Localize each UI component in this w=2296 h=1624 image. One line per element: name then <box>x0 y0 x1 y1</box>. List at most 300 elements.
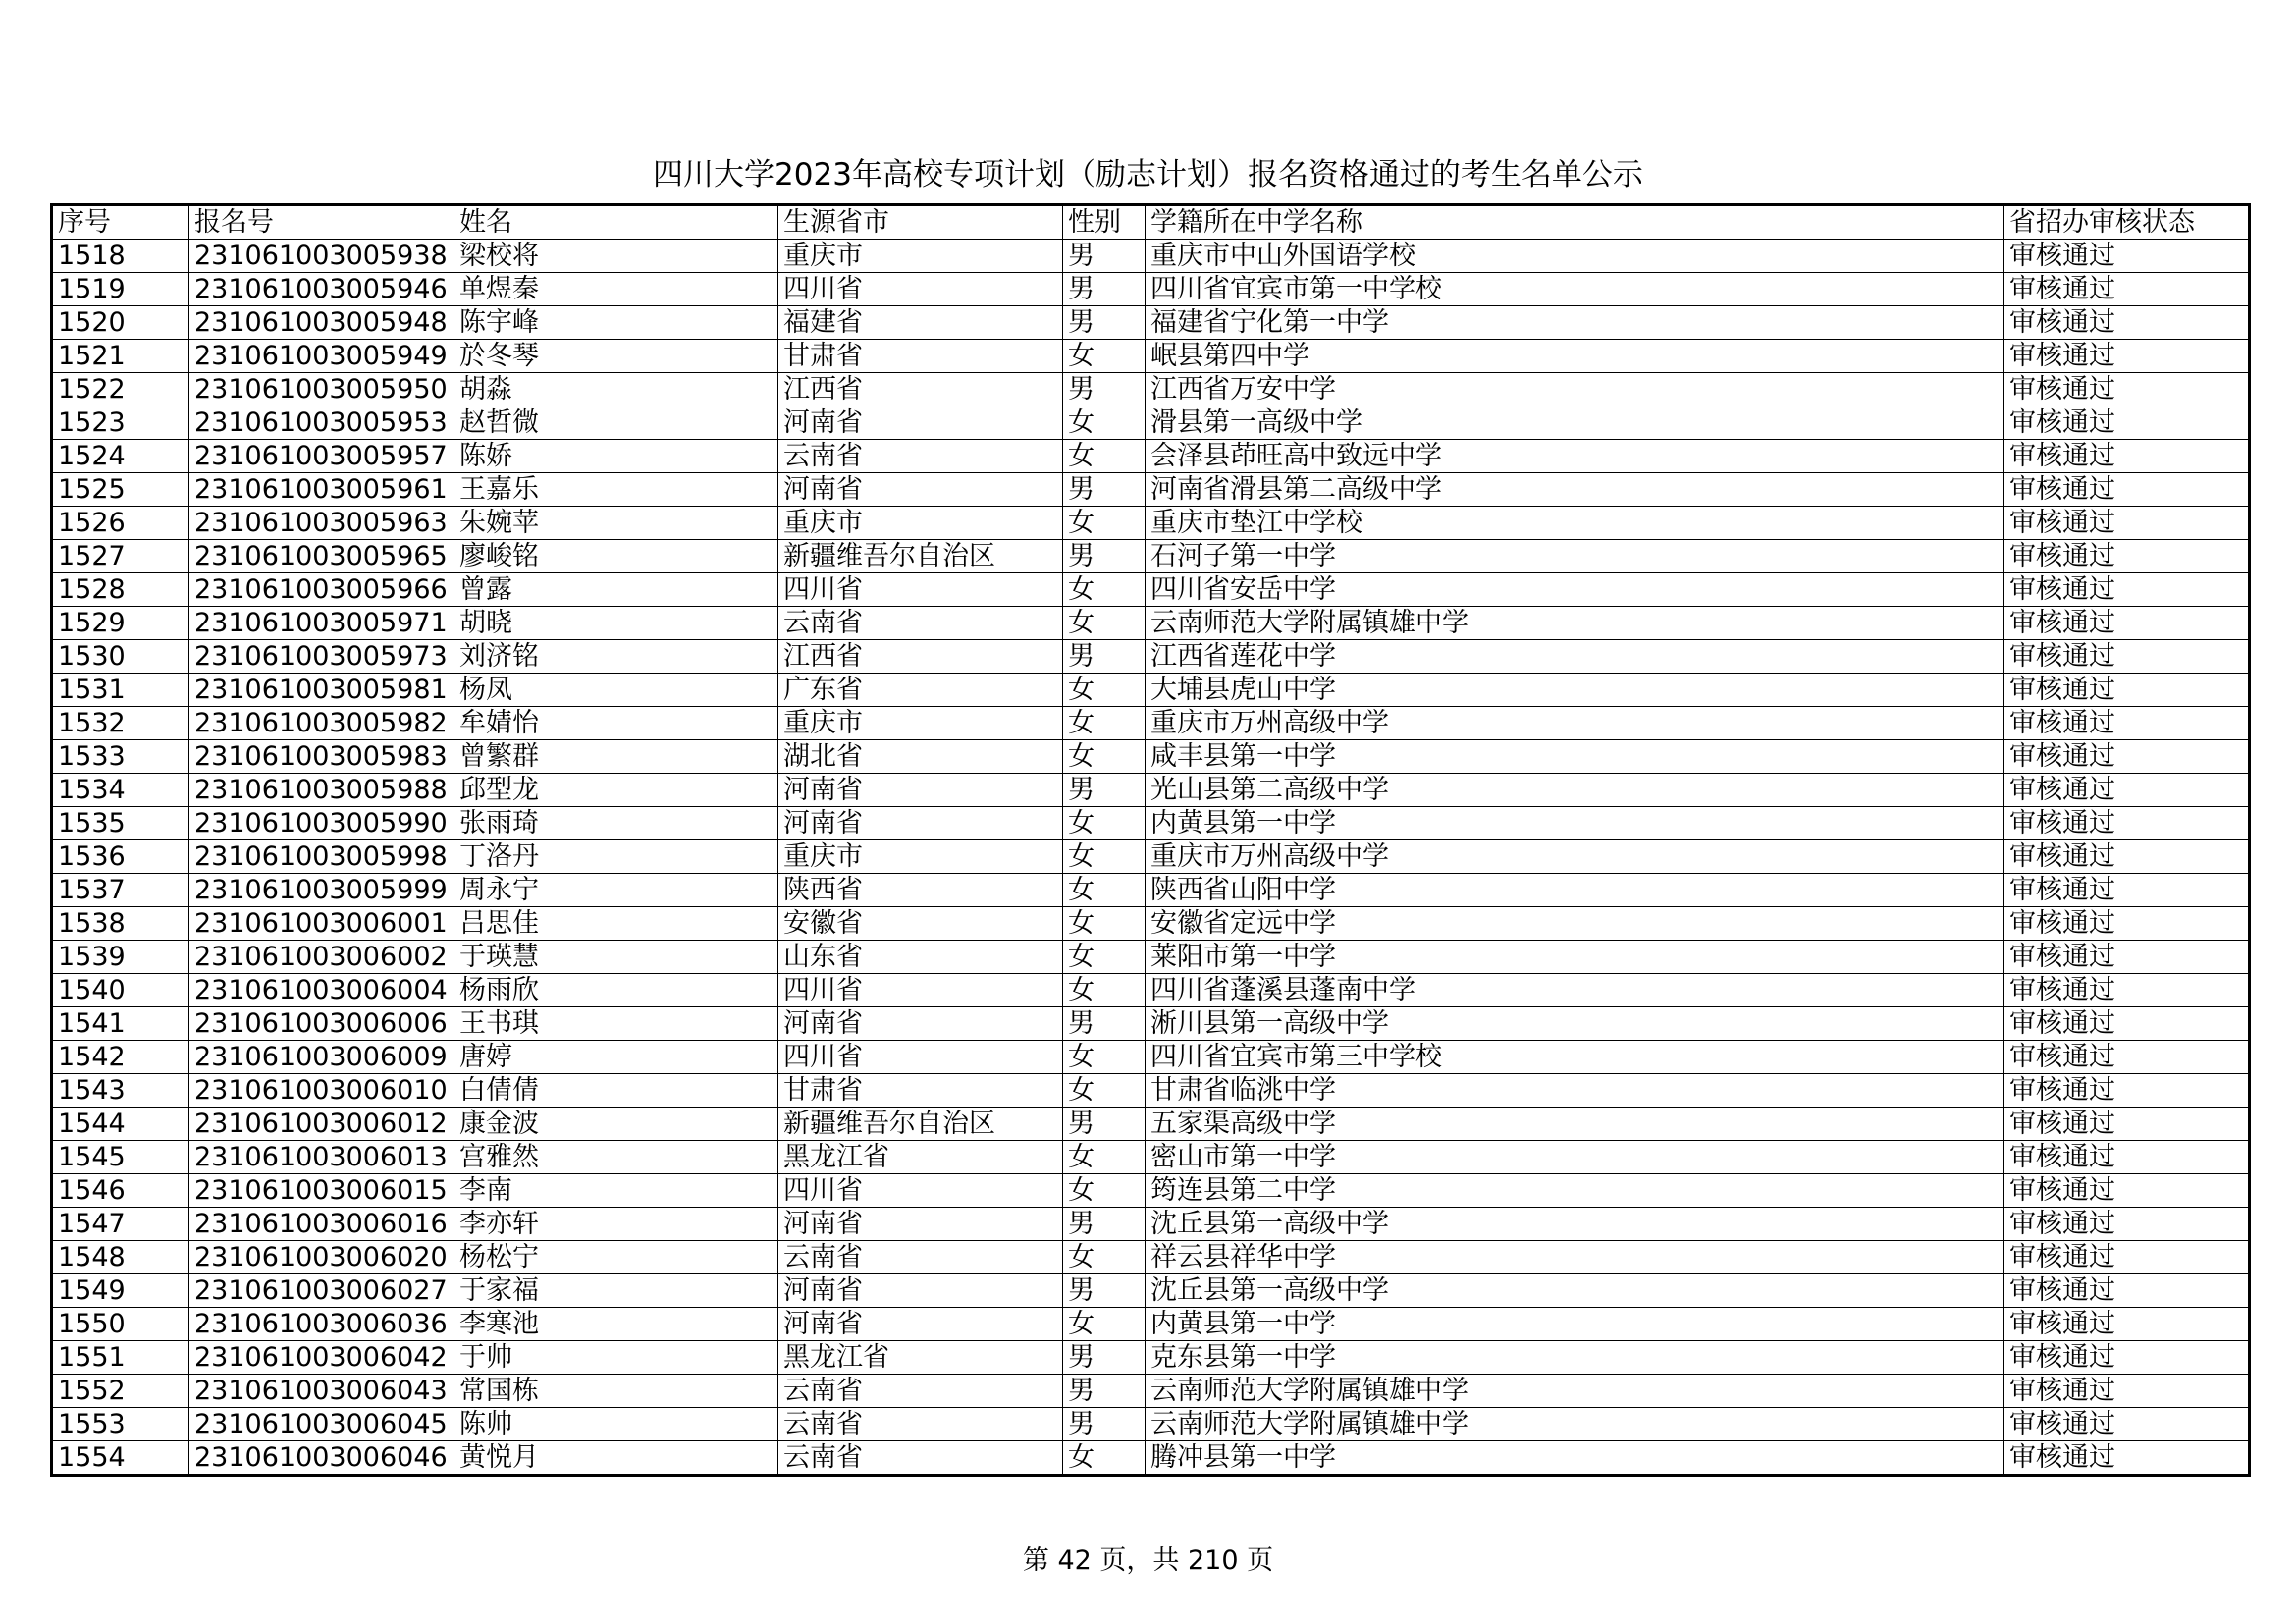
cell-gender: 女 <box>1063 707 1146 740</box>
cell-name: 常国栋 <box>454 1375 778 1408</box>
cell-serial-number: 1525 <box>52 473 189 507</box>
cell-serial-number: 1536 <box>52 840 189 874</box>
cell-registration-number: 231061003005938 <box>189 240 454 273</box>
cell-registration-number: 231061003006045 <box>189 1408 454 1441</box>
cell-review-status: 审核通过 <box>2004 273 2250 306</box>
cell-gender: 男 <box>1063 240 1146 273</box>
cell-origin-province: 河南省 <box>778 406 1063 440</box>
column-header-gender: 性别 <box>1063 205 1146 240</box>
cell-review-status: 审核通过 <box>2004 440 2250 473</box>
cell-school-name: 滑县第一高级中学 <box>1146 406 2004 440</box>
cell-school-name: 四川省安岳中学 <box>1146 573 2004 607</box>
cell-gender: 女 <box>1063 907 1146 941</box>
cell-registration-number: 231061003005999 <box>189 874 454 907</box>
cell-name: 梁校将 <box>454 240 778 273</box>
cell-school-name: 江西省万安中学 <box>1146 373 2004 406</box>
table-header-row <box>52 205 2250 240</box>
cell-name: 曾露 <box>454 573 778 607</box>
table-row <box>52 840 2250 874</box>
cell-origin-province: 重庆市 <box>778 240 1063 273</box>
cell-school-name: 四川省蓬溪县蓬南中学 <box>1146 974 2004 1007</box>
table-row <box>52 507 2250 540</box>
cell-registration-number: 231061003005963 <box>189 507 454 540</box>
cell-registration-number: 231061003006042 <box>189 1341 454 1375</box>
cell-school-name: 腾冲县第一中学 <box>1146 1441 2004 1476</box>
cell-origin-province: 云南省 <box>778 1408 1063 1441</box>
cell-registration-number: 231061003005990 <box>189 807 454 840</box>
cell-origin-province: 河南省 <box>778 1208 1063 1241</box>
cell-review-status: 审核通过 <box>2004 974 2250 1007</box>
cell-registration-number: 231061003006010 <box>189 1074 454 1108</box>
cell-review-status: 审核通过 <box>2004 941 2250 974</box>
cell-name: 李南 <box>454 1174 778 1208</box>
cell-name: 陈娇 <box>454 440 778 473</box>
cell-school-name: 咸丰县第一中学 <box>1146 740 2004 774</box>
cell-school-name: 福建省宁化第一中学 <box>1146 306 2004 340</box>
cell-registration-number: 231061003006046 <box>189 1441 454 1476</box>
cell-gender: 男 <box>1063 640 1146 674</box>
cell-serial-number: 1541 <box>52 1007 189 1041</box>
cell-school-name: 会泽县茚旺高中致远中学 <box>1146 440 2004 473</box>
cell-serial-number: 1528 <box>52 573 189 607</box>
cell-gender: 女 <box>1063 1174 1146 1208</box>
cell-registration-number: 231061003005965 <box>189 540 454 573</box>
cell-registration-number: 231061003005950 <box>189 373 454 406</box>
cell-serial-number: 1529 <box>52 607 189 640</box>
table-row <box>52 373 2250 406</box>
table-row <box>52 1108 2250 1141</box>
cell-registration-number: 231061003005946 <box>189 273 454 306</box>
cell-name: 杨松宁 <box>454 1241 778 1274</box>
cell-gender: 男 <box>1063 1408 1146 1441</box>
table-row <box>52 1074 2250 1108</box>
cell-serial-number: 1524 <box>52 440 189 473</box>
cell-review-status: 审核通过 <box>2004 540 2250 573</box>
cell-review-status: 审核通过 <box>2004 507 2250 540</box>
table-row <box>52 406 2250 440</box>
cell-registration-number: 231061003005983 <box>189 740 454 774</box>
cell-school-name: 沈丘县第一高级中学 <box>1146 1208 2004 1241</box>
cell-school-name: 云南师范大学附属镇雄中学 <box>1146 607 2004 640</box>
cell-name: 宫雅然 <box>454 1141 778 1174</box>
table-row <box>52 1141 2250 1174</box>
cell-school-name: 云南师范大学附属镇雄中学 <box>1146 1375 2004 1408</box>
cell-review-status: 审核通过 <box>2004 1108 2250 1141</box>
cell-origin-province: 云南省 <box>778 1375 1063 1408</box>
table-row <box>52 907 2250 941</box>
cell-registration-number: 231061003006027 <box>189 1274 454 1308</box>
table-row <box>52 707 2250 740</box>
cell-name: 丁洛丹 <box>454 840 778 874</box>
cell-gender: 男 <box>1063 540 1146 573</box>
cell-serial-number: 1550 <box>52 1308 189 1341</box>
cell-name: 王书琪 <box>454 1007 778 1041</box>
table-row <box>52 941 2250 974</box>
cell-name: 黄悦月 <box>454 1441 778 1476</box>
cell-review-status: 审核通过 <box>2004 1141 2250 1174</box>
cell-registration-number: 231061003006013 <box>189 1141 454 1174</box>
cell-serial-number: 1523 <box>52 406 189 440</box>
cell-gender: 男 <box>1063 473 1146 507</box>
cell-gender: 男 <box>1063 1375 1146 1408</box>
cell-origin-province: 河南省 <box>778 807 1063 840</box>
cell-origin-province: 云南省 <box>778 1441 1063 1476</box>
cell-serial-number: 1543 <box>52 1074 189 1108</box>
cell-serial-number: 1554 <box>52 1441 189 1476</box>
column-header-review-status: 省招办审核状态 <box>2004 205 2250 240</box>
cell-serial-number: 1533 <box>52 740 189 774</box>
cell-school-name: 四川省宜宾市第三中学校 <box>1146 1041 2004 1074</box>
cell-gender: 女 <box>1063 573 1146 607</box>
cell-registration-number: 231061003005949 <box>189 340 454 373</box>
table-row <box>52 974 2250 1007</box>
page-footer: 第 42 页，共 210 页 <box>1022 1545 1274 1576</box>
cell-gender: 男 <box>1063 1007 1146 1041</box>
cell-serial-number: 1531 <box>52 674 189 707</box>
cell-origin-province: 江西省 <box>778 373 1063 406</box>
cell-review-status: 审核通过 <box>2004 707 2250 740</box>
cell-serial-number: 1547 <box>52 1208 189 1241</box>
cell-origin-province: 新疆维吾尔自治区 <box>778 540 1063 573</box>
cell-name: 唐婷 <box>454 1041 778 1074</box>
table-row <box>52 273 2250 306</box>
cell-gender: 女 <box>1063 440 1146 473</box>
table-row <box>52 1208 2250 1241</box>
cell-origin-province: 福建省 <box>778 306 1063 340</box>
cell-school-name: 筠连县第二中学 <box>1146 1174 2004 1208</box>
cell-name: 牟婧怡 <box>454 707 778 740</box>
column-header-registration-number: 报名号 <box>189 205 454 240</box>
cell-serial-number: 1519 <box>52 273 189 306</box>
cell-school-name: 岷县第四中学 <box>1146 340 2004 373</box>
cell-school-name: 江西省莲花中学 <box>1146 640 2004 674</box>
column-header-serial-number: 序号 <box>52 205 189 240</box>
cell-gender: 男 <box>1063 1341 1146 1375</box>
cell-registration-number: 231061003005971 <box>189 607 454 640</box>
cell-serial-number: 1552 <box>52 1375 189 1408</box>
cell-serial-number: 1539 <box>52 941 189 974</box>
cell-name: 胡淼 <box>454 373 778 406</box>
cell-review-status: 审核通过 <box>2004 1174 2250 1208</box>
cell-review-status: 审核通过 <box>2004 1274 2250 1308</box>
cell-serial-number: 1551 <box>52 1341 189 1375</box>
cell-school-name: 四川省宜宾市第一中学校 <box>1146 273 2004 306</box>
cell-name: 胡晓 <box>454 607 778 640</box>
cell-review-status: 审核通过 <box>2004 640 2250 674</box>
cell-school-name: 淅川县第一高级中学 <box>1146 1007 2004 1041</box>
cell-serial-number: 1530 <box>52 640 189 674</box>
cell-name: 吕思佳 <box>454 907 778 941</box>
cell-registration-number: 231061003006015 <box>189 1174 454 1208</box>
cell-origin-province: 重庆市 <box>778 707 1063 740</box>
cell-school-name: 内黄县第一中学 <box>1146 1308 2004 1341</box>
cell-gender: 女 <box>1063 840 1146 874</box>
table-row <box>52 573 2250 607</box>
cell-origin-province: 河南省 <box>778 1308 1063 1341</box>
cell-gender: 女 <box>1063 507 1146 540</box>
cell-name: 朱婉苹 <box>454 507 778 540</box>
cell-review-status: 审核通过 <box>2004 1408 2250 1441</box>
cell-serial-number: 1542 <box>52 1041 189 1074</box>
cell-registration-number: 231061003006020 <box>189 1241 454 1274</box>
cell-origin-province: 河南省 <box>778 473 1063 507</box>
cell-gender: 男 <box>1063 373 1146 406</box>
cell-review-status: 审核通过 <box>2004 1208 2250 1241</box>
cell-school-name: 重庆市万州高级中学 <box>1146 707 2004 740</box>
table-row <box>52 1174 2250 1208</box>
cell-name: 於冬琴 <box>454 340 778 373</box>
cell-review-status: 审核通过 <box>2004 607 2250 640</box>
cell-origin-province: 黑龙江省 <box>778 1341 1063 1375</box>
cell-school-name: 大埔县虎山中学 <box>1146 674 2004 707</box>
page-title: 四川大学2023年高校专项计划（励志计划）报名资格通过的考生名单公示 <box>653 157 1643 192</box>
cell-review-status: 审核通过 <box>2004 807 2250 840</box>
cell-gender: 男 <box>1063 1208 1146 1241</box>
table-row <box>52 1241 2250 1274</box>
cell-review-status: 审核通过 <box>2004 907 2250 941</box>
cell-school-name: 密山市第一中学 <box>1146 1141 2004 1174</box>
cell-name: 白倩倩 <box>454 1074 778 1108</box>
cell-serial-number: 1537 <box>52 874 189 907</box>
cell-school-name: 克东县第一中学 <box>1146 1341 2004 1375</box>
cell-review-status: 审核通过 <box>2004 340 2250 373</box>
cell-serial-number: 1545 <box>52 1141 189 1174</box>
cell-serial-number: 1544 <box>52 1108 189 1141</box>
cell-gender: 男 <box>1063 273 1146 306</box>
column-header-name: 姓名 <box>454 205 778 240</box>
cell-gender: 女 <box>1063 1441 1146 1476</box>
cell-origin-province: 新疆维吾尔自治区 <box>778 1108 1063 1141</box>
cell-name: 李亦轩 <box>454 1208 778 1241</box>
cell-registration-number: 231061003005998 <box>189 840 454 874</box>
cell-origin-province: 安徽省 <box>778 907 1063 941</box>
cell-registration-number: 231061003006012 <box>189 1108 454 1141</box>
cell-review-status: 审核通过 <box>2004 1041 2250 1074</box>
cell-review-status: 审核通过 <box>2004 1241 2250 1274</box>
table-row <box>52 1441 2250 1476</box>
cell-registration-number: 231061003006009 <box>189 1041 454 1074</box>
cell-gender: 女 <box>1063 607 1146 640</box>
table-row <box>52 340 2250 373</box>
cell-registration-number: 231061003005953 <box>189 406 454 440</box>
cell-school-name: 祥云县祥华中学 <box>1146 1241 2004 1274</box>
cell-serial-number: 1540 <box>52 974 189 1007</box>
cell-serial-number: 1546 <box>52 1174 189 1208</box>
cell-school-name: 安徽省定远中学 <box>1146 907 2004 941</box>
table-row <box>52 640 2250 674</box>
cell-gender: 女 <box>1063 874 1146 907</box>
cell-serial-number: 1532 <box>52 707 189 740</box>
cell-serial-number: 1527 <box>52 540 189 573</box>
cell-name: 曾繁群 <box>454 740 778 774</box>
cell-school-name: 石河子第一中学 <box>1146 540 2004 573</box>
cell-review-status: 审核通过 <box>2004 740 2250 774</box>
cell-registration-number: 231061003006043 <box>189 1375 454 1408</box>
table-row <box>52 674 2250 707</box>
cell-name: 张雨琦 <box>454 807 778 840</box>
cell-name: 单煜秦 <box>454 273 778 306</box>
cell-serial-number: 1548 <box>52 1241 189 1274</box>
table-row <box>52 440 2250 473</box>
table-row <box>52 1274 2250 1308</box>
cell-origin-province: 四川省 <box>778 573 1063 607</box>
cell-name: 刘济铭 <box>454 640 778 674</box>
cell-gender: 男 <box>1063 306 1146 340</box>
cell-registration-number: 231061003006036 <box>189 1308 454 1341</box>
cell-school-name: 内黄县第一中学 <box>1146 807 2004 840</box>
cell-serial-number: 1549 <box>52 1274 189 1308</box>
cell-school-name: 重庆市垫江中学校 <box>1146 507 2004 540</box>
cell-registration-number: 231061003005973 <box>189 640 454 674</box>
table-row <box>52 1041 2250 1074</box>
cell-review-status: 审核通过 <box>2004 774 2250 807</box>
table-row <box>52 1375 2250 1408</box>
cell-origin-province: 云南省 <box>778 440 1063 473</box>
cell-origin-province: 山东省 <box>778 941 1063 974</box>
cell-name: 邱型龙 <box>454 774 778 807</box>
cell-gender: 女 <box>1063 674 1146 707</box>
cell-registration-number: 231061003005948 <box>189 306 454 340</box>
table-row <box>52 1308 2250 1341</box>
cell-review-status: 审核通过 <box>2004 406 2250 440</box>
cell-review-status: 审核通过 <box>2004 306 2250 340</box>
cell-origin-province: 云南省 <box>778 607 1063 640</box>
column-header-origin-province: 生源省市 <box>778 205 1063 240</box>
cell-serial-number: 1526 <box>52 507 189 540</box>
cell-gender: 女 <box>1063 1041 1146 1074</box>
column-header-school-name: 学籍所在中学名称 <box>1146 205 2004 240</box>
cell-name: 陈帅 <box>454 1408 778 1441</box>
cell-serial-number: 1522 <box>52 373 189 406</box>
cell-name: 康金波 <box>454 1108 778 1141</box>
cell-serial-number: 1538 <box>52 907 189 941</box>
cell-gender: 女 <box>1063 340 1146 373</box>
cell-name: 杨凤 <box>454 674 778 707</box>
table-row <box>52 1007 2250 1041</box>
cell-review-status: 审核通过 <box>2004 1007 2250 1041</box>
cell-registration-number: 231061003005982 <box>189 707 454 740</box>
cell-name: 于瑛慧 <box>454 941 778 974</box>
cell-serial-number: 1521 <box>52 340 189 373</box>
cell-gender: 女 <box>1063 807 1146 840</box>
cell-gender: 女 <box>1063 1241 1146 1274</box>
table-row <box>52 240 2250 273</box>
cell-registration-number: 231061003006004 <box>189 974 454 1007</box>
cell-review-status: 审核通过 <box>2004 1375 2250 1408</box>
cell-gender: 女 <box>1063 740 1146 774</box>
cell-school-name: 莱阳市第一中学 <box>1146 941 2004 974</box>
table-row <box>52 306 2250 340</box>
cell-origin-province: 云南省 <box>778 1241 1063 1274</box>
table-body <box>52 240 2250 1476</box>
cell-review-status: 审核通过 <box>2004 473 2250 507</box>
table-row <box>52 1341 2250 1375</box>
cell-origin-province: 甘肃省 <box>778 340 1063 373</box>
cell-school-name: 光山县第二高级中学 <box>1146 774 2004 807</box>
table-row <box>52 807 2250 840</box>
cell-registration-number: 231061003005981 <box>189 674 454 707</box>
cell-origin-province: 江西省 <box>778 640 1063 674</box>
cell-registration-number: 231061003005966 <box>189 573 454 607</box>
cell-origin-province: 四川省 <box>778 1041 1063 1074</box>
cell-origin-province: 湖北省 <box>778 740 1063 774</box>
cell-serial-number: 1535 <box>52 807 189 840</box>
cell-registration-number: 231061003005961 <box>189 473 454 507</box>
cell-review-status: 审核通过 <box>2004 1441 2250 1476</box>
table-row <box>52 774 2250 807</box>
cell-registration-number: 231061003006016 <box>189 1208 454 1241</box>
cell-gender: 男 <box>1063 774 1146 807</box>
cell-name: 廖峻铭 <box>454 540 778 573</box>
cell-school-name: 河南省滑县第二高级中学 <box>1146 473 2004 507</box>
cell-serial-number: 1518 <box>52 240 189 273</box>
cell-origin-province: 四川省 <box>778 1174 1063 1208</box>
cell-origin-province: 四川省 <box>778 974 1063 1007</box>
cell-gender: 女 <box>1063 1074 1146 1108</box>
cell-school-name: 陕西省山阳中学 <box>1146 874 2004 907</box>
cell-name: 王嘉乐 <box>454 473 778 507</box>
cell-review-status: 审核通过 <box>2004 1074 2250 1108</box>
table-row <box>52 1408 2250 1441</box>
cell-review-status: 审核通过 <box>2004 874 2250 907</box>
cell-school-name: 甘肃省临洮中学 <box>1146 1074 2004 1108</box>
cell-origin-province: 重庆市 <box>778 507 1063 540</box>
cell-name: 于帅 <box>454 1341 778 1375</box>
cell-origin-province: 重庆市 <box>778 840 1063 874</box>
cell-gender: 女 <box>1063 1141 1146 1174</box>
candidate-table <box>50 203 2251 1477</box>
table-row <box>52 540 2250 573</box>
cell-review-status: 审核通过 <box>2004 674 2250 707</box>
cell-review-status: 审核通过 <box>2004 840 2250 874</box>
cell-origin-province: 四川省 <box>778 273 1063 306</box>
cell-origin-province: 广东省 <box>778 674 1063 707</box>
cell-gender: 女 <box>1063 974 1146 1007</box>
cell-registration-number: 231061003006006 <box>189 1007 454 1041</box>
table-row <box>52 740 2250 774</box>
cell-origin-province: 河南省 <box>778 1274 1063 1308</box>
cell-name: 于家福 <box>454 1274 778 1308</box>
cell-gender: 女 <box>1063 1308 1146 1341</box>
table-row <box>52 874 2250 907</box>
cell-registration-number: 231061003005957 <box>189 440 454 473</box>
cell-origin-province: 陕西省 <box>778 874 1063 907</box>
table-row <box>52 473 2250 507</box>
cell-serial-number: 1534 <box>52 774 189 807</box>
cell-registration-number: 231061003006001 <box>189 907 454 941</box>
cell-registration-number: 231061003005988 <box>189 774 454 807</box>
cell-gender: 女 <box>1063 941 1146 974</box>
cell-gender: 女 <box>1063 406 1146 440</box>
cell-origin-province: 甘肃省 <box>778 1074 1063 1108</box>
cell-origin-province: 河南省 <box>778 774 1063 807</box>
cell-gender: 男 <box>1063 1108 1146 1141</box>
cell-review-status: 审核通过 <box>2004 573 2250 607</box>
cell-review-status: 审核通过 <box>2004 240 2250 273</box>
cell-gender: 男 <box>1063 1274 1146 1308</box>
cell-name: 赵哲微 <box>454 406 778 440</box>
cell-school-name: 重庆市万州高级中学 <box>1146 840 2004 874</box>
cell-review-status: 审核通过 <box>2004 1308 2250 1341</box>
cell-origin-province: 黑龙江省 <box>778 1141 1063 1174</box>
cell-serial-number: 1520 <box>52 306 189 340</box>
cell-school-name: 云南师范大学附属镇雄中学 <box>1146 1408 2004 1441</box>
cell-name: 李寒池 <box>454 1308 778 1341</box>
cell-school-name: 五家渠高级中学 <box>1146 1108 2004 1141</box>
cell-school-name: 重庆市中山外国语学校 <box>1146 240 2004 273</box>
cell-serial-number: 1553 <box>52 1408 189 1441</box>
cell-origin-province: 河南省 <box>778 1007 1063 1041</box>
